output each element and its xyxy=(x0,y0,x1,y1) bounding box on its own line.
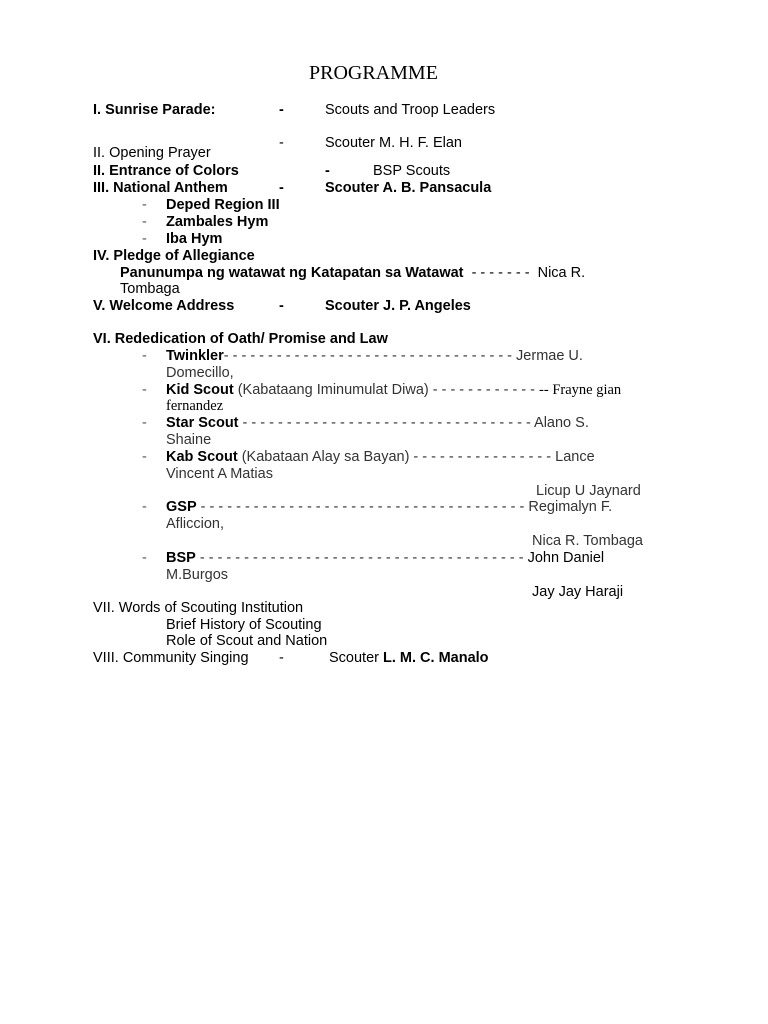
kid-scout-rest: (Kabataang Iminumulat Diwa) - - - - - - - - - - - - xyxy=(233,382,540,398)
twinkler-leader: - - - - - - - - - - - - - - - - - - - - - - - - - - - - - - - - - xyxy=(223,348,517,364)
bsp-label: BSP xyxy=(166,550,196,566)
star-scout-row xyxy=(166,415,589,432)
star-scout-leader: - - - - - - - - - - - - - - - - - - - - - - - - - - - - - - - - - xyxy=(238,415,535,431)
twinkler-name-a: Jermae U. xyxy=(516,348,583,364)
bullet-marker: - xyxy=(142,197,147,213)
kab-scout-label: Kab Scout xyxy=(166,449,238,465)
anthem-sub-item: Iba Hym xyxy=(166,231,223,247)
item-sunrise-value: Scouts and Troop Leaders xyxy=(325,102,496,118)
item-words-label: VII. Words of Scouting Institution xyxy=(93,600,304,616)
item-welcome-value: Scouter J. P. Angeles xyxy=(325,298,471,314)
item-colors-label: II. Entrance of Colors xyxy=(93,163,239,179)
kab-scout-rest: (Kabataan Alay sa Bayan) - - - - - - - - - - - - - - - - xyxy=(237,449,556,465)
item-pledge-leader: - - - - - - - xyxy=(471,265,530,281)
item-pledge-name-b: Tombaga xyxy=(120,281,180,297)
gsp-name-c: Nica R. Tombaga xyxy=(532,533,643,549)
item-rededication-label: VI. Rededication of Oath/ Promise and Law xyxy=(93,331,388,347)
item-pledge-line: Panunumpa ng watawat ng Katapatan sa Watawat xyxy=(120,265,464,281)
bsp-name-b: M.Burgos xyxy=(166,567,229,583)
kid-scout-label: Kid Scout xyxy=(166,382,234,398)
item-prayer-label: II. Opening Prayer xyxy=(93,145,211,161)
star-scout-name-a: Alano S. xyxy=(534,415,589,431)
item-welcome-dash: - xyxy=(279,298,284,314)
item-welcome-label: V. Welcome Address xyxy=(93,298,235,314)
page-title: PROGRAMME xyxy=(309,62,438,84)
twinkler-row xyxy=(166,348,583,365)
bullet-marker: - xyxy=(142,382,147,398)
gsp-label: GSP xyxy=(166,499,197,515)
item-sunrise-label: I. Sunrise Parade: xyxy=(93,102,216,118)
item-pledge-line-row xyxy=(120,265,585,282)
gsp-leader: - - - - - - - - - - - - - - - - - - - - - - - - - - - - - - - - - - - - - xyxy=(196,499,529,515)
item-anthem-label: III. National Anthem xyxy=(93,180,228,196)
gsp-name-b: Afliccion, xyxy=(166,516,225,532)
bsp-row xyxy=(166,550,604,567)
item-colors-dash: - xyxy=(325,163,330,179)
item-singing-label: VIII. Community Singing xyxy=(93,650,249,666)
bullet-marker: - xyxy=(142,550,147,566)
kab-scout-name-b: Vincent A Matias xyxy=(166,466,273,482)
item-anthem-value: Scouter A. B. Pansacula xyxy=(325,180,492,196)
bsp-name-a: John Daniel xyxy=(527,550,605,566)
star-scout-name-b: Shaine xyxy=(166,432,212,448)
words-sub-item: Role of Scout and Nation xyxy=(166,633,328,649)
bullet-marker: - xyxy=(142,415,147,431)
star-scout-label: Star Scout xyxy=(166,415,239,431)
item-singing-row xyxy=(329,650,489,667)
twinkler-label: Twinkler xyxy=(166,348,224,364)
gsp-row xyxy=(166,499,612,516)
kid-scout-row xyxy=(166,382,621,399)
item-prayer-dash: - xyxy=(279,135,284,151)
twinkler-name-b: Domecillo, xyxy=(166,365,234,381)
bullet-marker: - xyxy=(142,214,147,230)
words-sub-item: Brief History of Scouting xyxy=(166,617,322,633)
anthem-sub-item: Zambales Hym xyxy=(166,214,269,230)
item-pledge-label: IV. Pledge of Allegiance xyxy=(93,248,255,264)
kid-scout-tail: -- Frayne gian xyxy=(539,382,622,398)
kid-scout-name-b: fernandez xyxy=(166,398,224,414)
bsp-name-c: Jay Jay Haraji xyxy=(532,584,624,600)
item-colors-value: BSP Scouts xyxy=(373,163,451,179)
bullet-marker: - xyxy=(142,449,147,465)
kab-scout-row xyxy=(166,449,595,466)
item-singing-dash: - xyxy=(279,650,284,666)
bsp-leader: - - - - - - - - - - - - - - - - - - - - - - - - - - - - - - - - - - - - - xyxy=(195,550,528,566)
bullet-marker: - xyxy=(142,348,147,364)
item-prayer-value: Scouter M. H. F. Elan xyxy=(325,135,462,151)
item-sunrise-dash: - xyxy=(279,102,284,118)
item-singing-value: L. M. C. Manalo xyxy=(383,650,489,666)
bullet-marker: - xyxy=(142,499,147,515)
bullet-marker: - xyxy=(142,231,147,247)
item-singing-prefix: Scouter xyxy=(329,650,383,666)
item-pledge-name-a: Nica R. xyxy=(537,265,586,281)
anthem-sub-item: Deped Region III xyxy=(166,197,280,213)
item-anthem-dash: - xyxy=(279,180,284,196)
kab-scout-name-c: Licup U Jaynard xyxy=(536,483,641,499)
gsp-name-a: Regimalyn F. xyxy=(528,499,613,515)
kab-scout-name-a: Lance xyxy=(555,449,595,465)
